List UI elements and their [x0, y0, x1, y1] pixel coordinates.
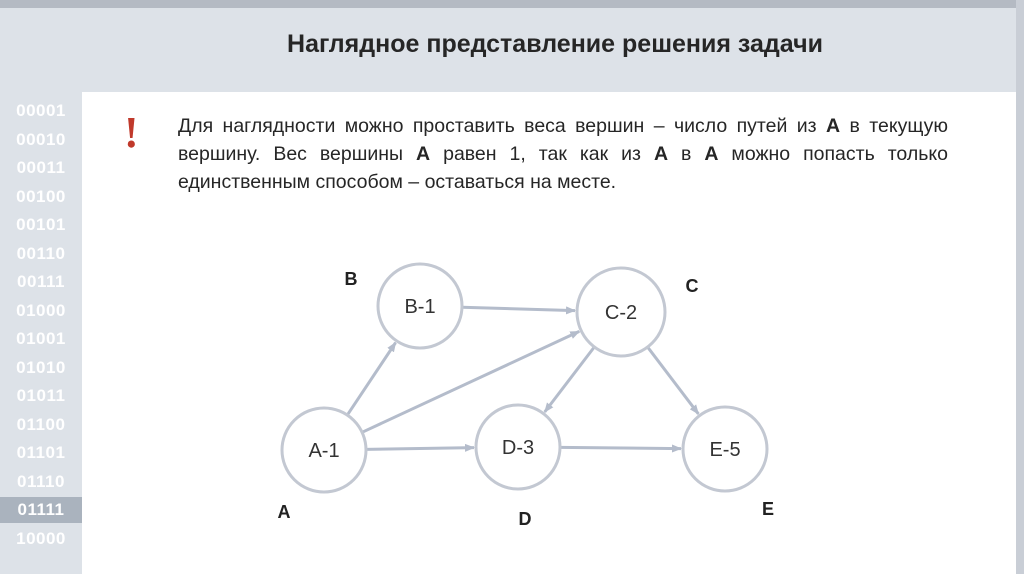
node-label-c: C-2 [604, 302, 638, 324]
vertex-letter-e: E [761, 499, 775, 519]
exclamation-icon: ! [124, 108, 139, 157]
binary-item: 01100 [16, 414, 66, 434]
binary-item: 01010 [16, 357, 66, 377]
binary-item: 00101 [16, 215, 66, 234]
binary-item: 00111 [17, 272, 65, 291]
binary-item: 00110 [16, 243, 66, 263]
edge-a-b [347, 343, 395, 415]
edge-c-e [648, 347, 699, 414]
node-label-a: A-1 [308, 440, 340, 462]
binary-item: 01011 [16, 386, 66, 405]
binary-item: 01111 [0, 497, 82, 523]
edge-a-d [366, 448, 474, 450]
vertex-letter-c: C [685, 276, 699, 296]
edge-c-d [545, 347, 595, 412]
vertex-ref: А [416, 143, 431, 165]
vertex-ref: А [826, 115, 841, 137]
binary-item: 01110 [17, 471, 65, 491]
vertex-letter-b: B [344, 269, 358, 289]
binary-item: 01001 [16, 329, 66, 348]
vertex-letter-d: D [518, 509, 532, 529]
binary-item: 00001 [16, 101, 66, 120]
edge-b-c [462, 307, 575, 310]
binary-item: 01000 [16, 300, 66, 320]
node-label-d: D-3 [501, 437, 535, 459]
page-title: Наглядное представление решения задачи [287, 30, 823, 58]
binary-item: 01101 [16, 443, 66, 462]
binary-item: 00011 [16, 158, 66, 177]
description-paragraph: Для наглядности можно проставить веса вершин – число путей из А в текущую вершину. Вес вершины А равен 1, так как из А в А можно попасть только единственным способом – оставаться на месте. [178, 115, 948, 193]
node-label-e: E-5 [709, 439, 741, 461]
binary-item: 00010 [16, 129, 66, 149]
edge-d-e [560, 447, 681, 448]
binary-item: 00100 [16, 186, 66, 206]
vertex-ref: А [704, 143, 719, 165]
vertex-ref: А [653, 143, 669, 165]
node-label-b: B-1 [404, 296, 436, 318]
binary-item: 10000 [16, 528, 66, 548]
vertex-letter-a: A [277, 502, 291, 522]
